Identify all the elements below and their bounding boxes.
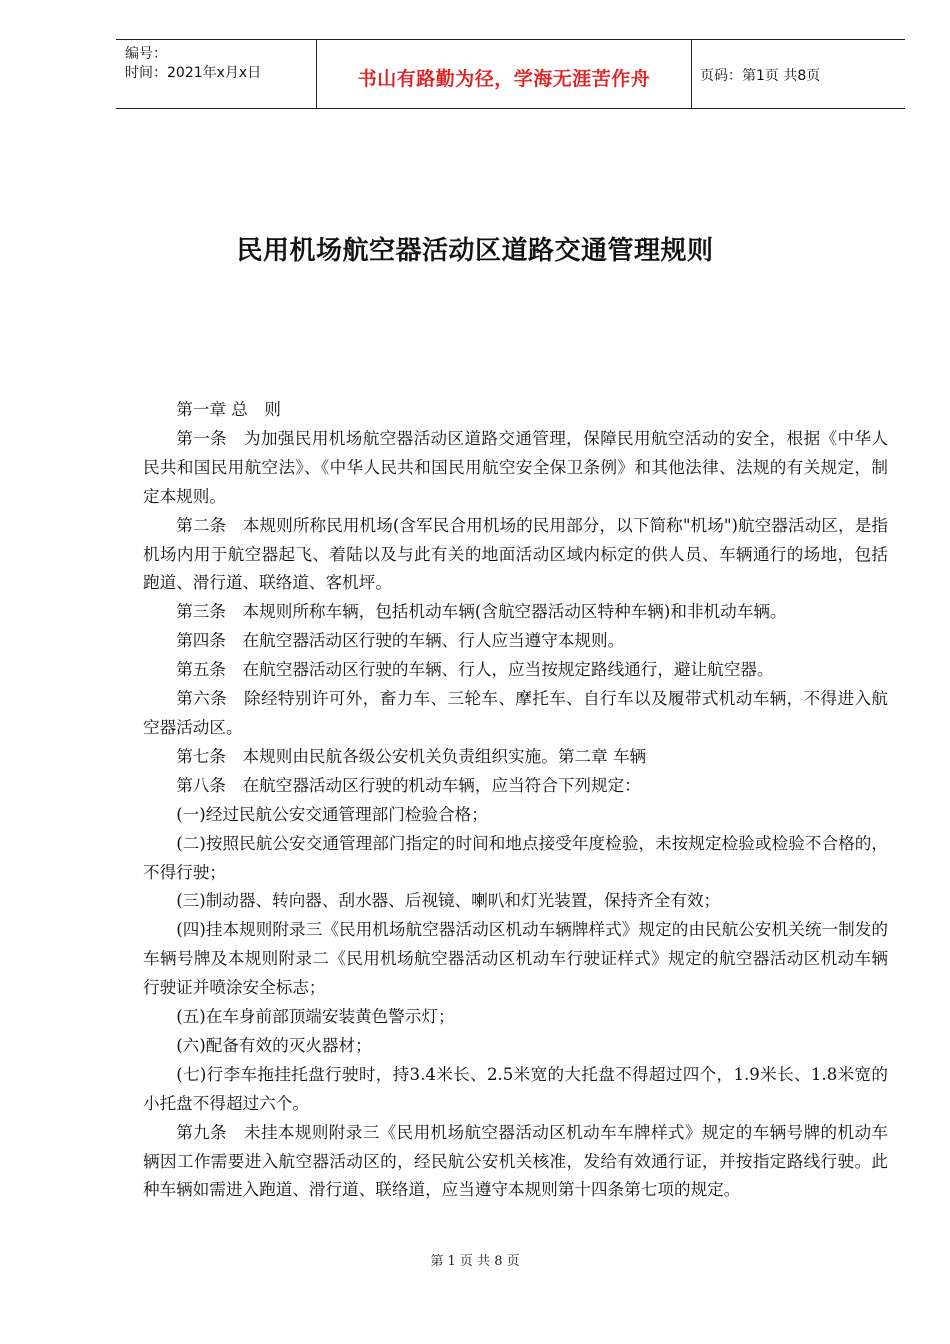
article-8: 第八条 在航空器活动区行驶的机动车辆，应当符合下列规定： — [176, 775, 641, 795]
article-8-item-3: (三)制动器、转向器、刮水器、后视镜、喇叭和灯光装置，保持齐全有效； — [176, 891, 721, 911]
header-table — [116, 39, 905, 109]
article-8-item-7: (七)行李车拖挂托盘行驶时，持3.4米长、2.5米宽的大托盘不得超过四个，1.9米长、1.8米宽的小托盘不得超过六个。 — [143, 1064, 888, 1113]
article-6: 第六条 除经特别许可外，畜力车、三轮车、摩托车、自行车以及履带式机动车辆，不得进入航空器活动区。 — [143, 689, 888, 737]
header-left-cell — [116, 40, 316, 108]
article-3: 第三条 本规则所称车辆，包括机动车辆(含航空器活动区特种车辆)和非机动车辆。 — [176, 602, 787, 622]
article-2: 第二条 本规则所称民用机场(含军民合用机场的民用部分，以下简称"机场")航空器活动区，是指机场内用于航空器起飞、着陆以及与此有关的地面活动区域内标定的供人员、车辆通行的场地，包括跑道、滑行道、联络道、客机坪。 — [143, 515, 888, 593]
article-4: 第四条 在航空器活动区行驶的车辆、行人应当遵守本规则。 — [176, 631, 625, 651]
header-motto: 书山有路勤为径，学海无涯苦作舟 — [357, 68, 651, 90]
article-1: 第一条 为加强民用机场航空器活动区道路交通管理，保障民用航空活动的安全，根据《中华人民共和国民用航空法》、《中华人民共和国民用航空安全保卫条例》和其他法律、法规的有关规定，制定本规则。 — [143, 428, 888, 506]
header-center-cell — [316, 40, 692, 108]
article-8-item-4: (四)挂本规则附录三《民用机场航空器活动区机动车辆牌样式》规定的由民航公安机关统一制发的车辆号牌及本规则附录二《民用机场航空器活动区机动车行驶证样式》规定的航空器活动区机动车辆行驶证并喷涂安全标志； — [143, 920, 888, 998]
page-number-label: 页码：第1页 共8页 — [700, 68, 821, 84]
article-5: 第五条 在航空器活动区行驶的车辆、行人，应当按规定路线通行，避让航空器。 — [176, 660, 774, 680]
article-8-item-5: (五)在车身前部顶端安装黄色警示灯； — [176, 1007, 455, 1027]
article-7: 第七条 本规则由民航各级公安机关负责组织实施。第二章 车辆 — [176, 746, 647, 766]
article-8-item-1: (一)经过民航公安交通管理部门检验合格； — [176, 804, 488, 824]
header-right-cell — [691, 40, 905, 108]
page-footer: 第 1 页 共 8 页 — [430, 1254, 520, 1269]
article-8-item-6: (六)配备有效的灭火器材； — [176, 1035, 372, 1055]
document-body — [143, 396, 888, 1205]
document-time-label: 时间：2021年x月x日 — [125, 65, 262, 81]
document-title: 民用机场航空器活动区道路交通管理规则 — [236, 236, 714, 266]
article-9: 第九条 未挂本规则附录三《民用机场航空器活动区机动车车牌样式》规定的车辆号牌的机动车辆因工作需要进入航空器活动区的，经民航公安机关核准，发给有效通行证，并按指定路线行驶。此种车辆如需进入跑道、滑行道、联络道，应当遵守本规则第十四条第七项的规定。 — [143, 1122, 888, 1200]
document-number-label: 编号： — [125, 46, 167, 62]
article-8-item-2: (二)按照民航公安交通管理部门指定的时间和地点接受年度检验，未按规定检验或检验不合格的，不得行驶； — [143, 833, 888, 882]
chapter-heading: 第一章 总 则 — [176, 400, 282, 419]
